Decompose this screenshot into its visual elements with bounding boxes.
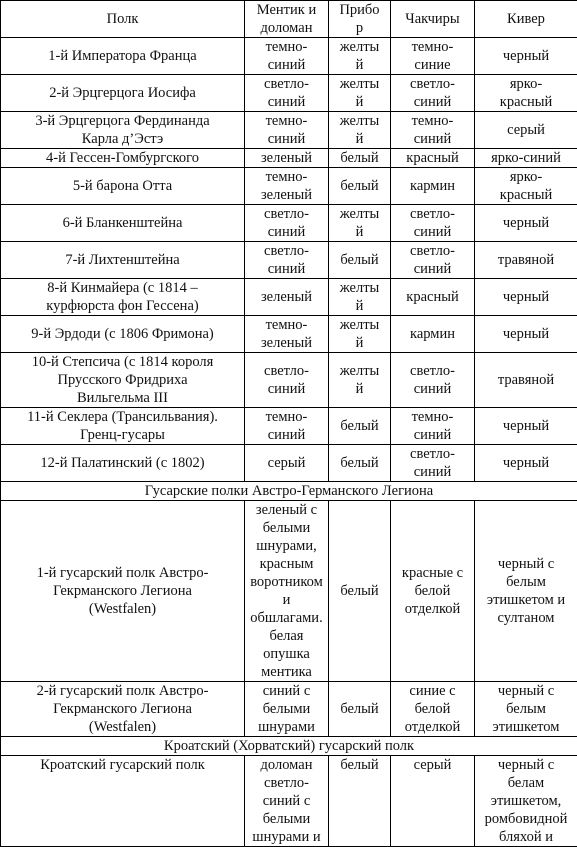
cell-pelisse: зеленый (245, 149, 329, 168)
table-row (1, 408, 577, 445)
cell-regiment: 11-й Секлера (Трансильвания). Гренц-гусары (1, 408, 245, 445)
cell-shako: черный с белам этишкетом, ромбовидной бляхой и (475, 756, 577, 847)
cell-shako: ярко- красный (475, 75, 577, 112)
cell-pelisse: синий с белыми шнурами (245, 682, 329, 737)
cell-metal: желты й (329, 353, 391, 408)
table-row (1, 353, 577, 408)
table-header-row (1, 1, 577, 38)
cell-breeches: кармин (391, 168, 475, 205)
header-breeches: Чакчиры (391, 1, 475, 38)
table-row (1, 168, 577, 205)
table-row (1, 38, 577, 75)
cell-breeches: синие с белой отделкой (391, 682, 475, 737)
cell-shako: черный (475, 205, 577, 242)
cell-regiment: 7-й Лихтенштейна (1, 242, 245, 279)
header-shako: Кивер (475, 1, 577, 38)
cell-breeches: красные с белой отделкой (391, 501, 475, 682)
cell-shako: ярко- красный (475, 168, 577, 205)
cell-pelisse: серый (245, 445, 329, 482)
table-row (1, 242, 577, 279)
section-title-legion: Гусарские полки Австро-Германского Легиона (1, 482, 577, 501)
cell-shako: черный (475, 279, 577, 316)
cell-shako: травяной (475, 353, 577, 408)
cell-metal: белый (329, 756, 391, 847)
cell-metal: желты й (329, 205, 391, 242)
cell-pelisse: темно- синий (245, 408, 329, 445)
cell-breeches: кармин (391, 316, 475, 353)
table-row (1, 445, 577, 482)
cell-shako: черный (475, 38, 577, 75)
cell-breeches: темно- синий (391, 112, 475, 149)
cell-metal: белый (329, 501, 391, 682)
cell-metal: белый (329, 168, 391, 205)
cell-regiment: Кроатский гусарский полк (1, 756, 245, 847)
cell-pelisse: темно- зеленый (245, 316, 329, 353)
cell-shako: травяной (475, 242, 577, 279)
table-row (1, 279, 577, 316)
cell-metal: белый (329, 242, 391, 279)
cell-metal: желты й (329, 316, 391, 353)
table-row (1, 501, 577, 682)
table-row (1, 112, 577, 149)
section-row-croat (1, 737, 577, 756)
header-pelisse-dolman: Ментик и доломан (245, 1, 329, 38)
cell-regiment: 2-й Эрцгерцога Иосифа (1, 75, 245, 112)
section-row-legion (1, 482, 577, 501)
cell-metal: желты й (329, 279, 391, 316)
cell-breeches: светло- синий (391, 75, 475, 112)
cell-pelisse: светло- синий (245, 242, 329, 279)
cell-regiment: 10-й Степсича (с 1814 короля Прусского Фридриха Вильгельма III (1, 353, 245, 408)
cell-pelisse: зеленый (245, 279, 329, 316)
cell-regiment: 1-й гусарский полк Австро- Гекрманского Легиона (Westfalen) (1, 501, 245, 682)
cell-breeches: красный (391, 279, 475, 316)
cell-regiment: 4-й Гессен-Гомбургского (1, 149, 245, 168)
cell-pelisse: доломан светло- синий с белыми шнурами и (245, 756, 329, 847)
cell-pelisse: темно- зеленый (245, 168, 329, 205)
cell-breeches: темно- синие (391, 38, 475, 75)
table-row (1, 316, 577, 353)
table-row (1, 75, 577, 112)
cell-shako: серый (475, 112, 577, 149)
cell-shako: черный (475, 445, 577, 482)
cell-breeches: серый (391, 756, 475, 847)
cell-regiment: 5-й барона Отта (1, 168, 245, 205)
cell-regiment: 3-й Эрцгерцога Фердинанда Карла д’Эстэ (1, 112, 245, 149)
cell-pelisse: светло- синий (245, 75, 329, 112)
cell-regiment: 6-й Бланкенштейна (1, 205, 245, 242)
cell-breeches: светло- синий (391, 205, 475, 242)
cell-metal: желты й (329, 75, 391, 112)
table-row (1, 149, 577, 168)
cell-metal: белый (329, 408, 391, 445)
cell-pelisse: темно- синий (245, 112, 329, 149)
cell-metal: желты й (329, 38, 391, 75)
cell-metal: белый (329, 682, 391, 737)
cell-shako: черный с белым этишкетом и султаном (475, 501, 577, 682)
section-title-croat: Кроатский (Хорватский) гусарский полк (1, 737, 577, 756)
table-row (1, 682, 577, 737)
cell-breeches: светло- синий (391, 353, 475, 408)
header-metal: Прибо р (329, 1, 391, 38)
cell-pelisse: светло- синий (245, 353, 329, 408)
cell-metal: желты й (329, 112, 391, 149)
cell-pelisse: светло- синий (245, 205, 329, 242)
cell-regiment: 9-й Эрдоди (с 1806 Фримона) (1, 316, 245, 353)
cell-regiment: 1-й Императора Франца (1, 38, 245, 75)
cell-shako: черный (475, 408, 577, 445)
cell-pelisse: зеленый с белыми шнурами, красным воротником и обшлагами. белая опушка ментика (245, 501, 329, 682)
cell-regiment: 8-й Кинмайера (с 1814 – курфюрста фон Гессена) (1, 279, 245, 316)
header-regiment: Полк (1, 1, 245, 38)
cell-metal: белый (329, 149, 391, 168)
table-row (1, 205, 577, 242)
cell-breeches: красный (391, 149, 475, 168)
table-row (1, 756, 577, 847)
cell-shako: черный с белым этишкетом (475, 682, 577, 737)
cell-shako: ярко-синий (475, 149, 577, 168)
cell-regiment: 2-й гусарский полк Австро- Гекрманского Легиона (Westfalen) (1, 682, 245, 737)
cell-regiment: 12-й Палатинский (с 1802) (1, 445, 245, 482)
cell-breeches: темно- синий (391, 408, 475, 445)
cell-metal: белый (329, 445, 391, 482)
cell-breeches: светло- синий (391, 242, 475, 279)
cell-breeches: светло- синий (391, 445, 475, 482)
cell-pelisse: темно- синий (245, 38, 329, 75)
cell-shako: черный (475, 316, 577, 353)
